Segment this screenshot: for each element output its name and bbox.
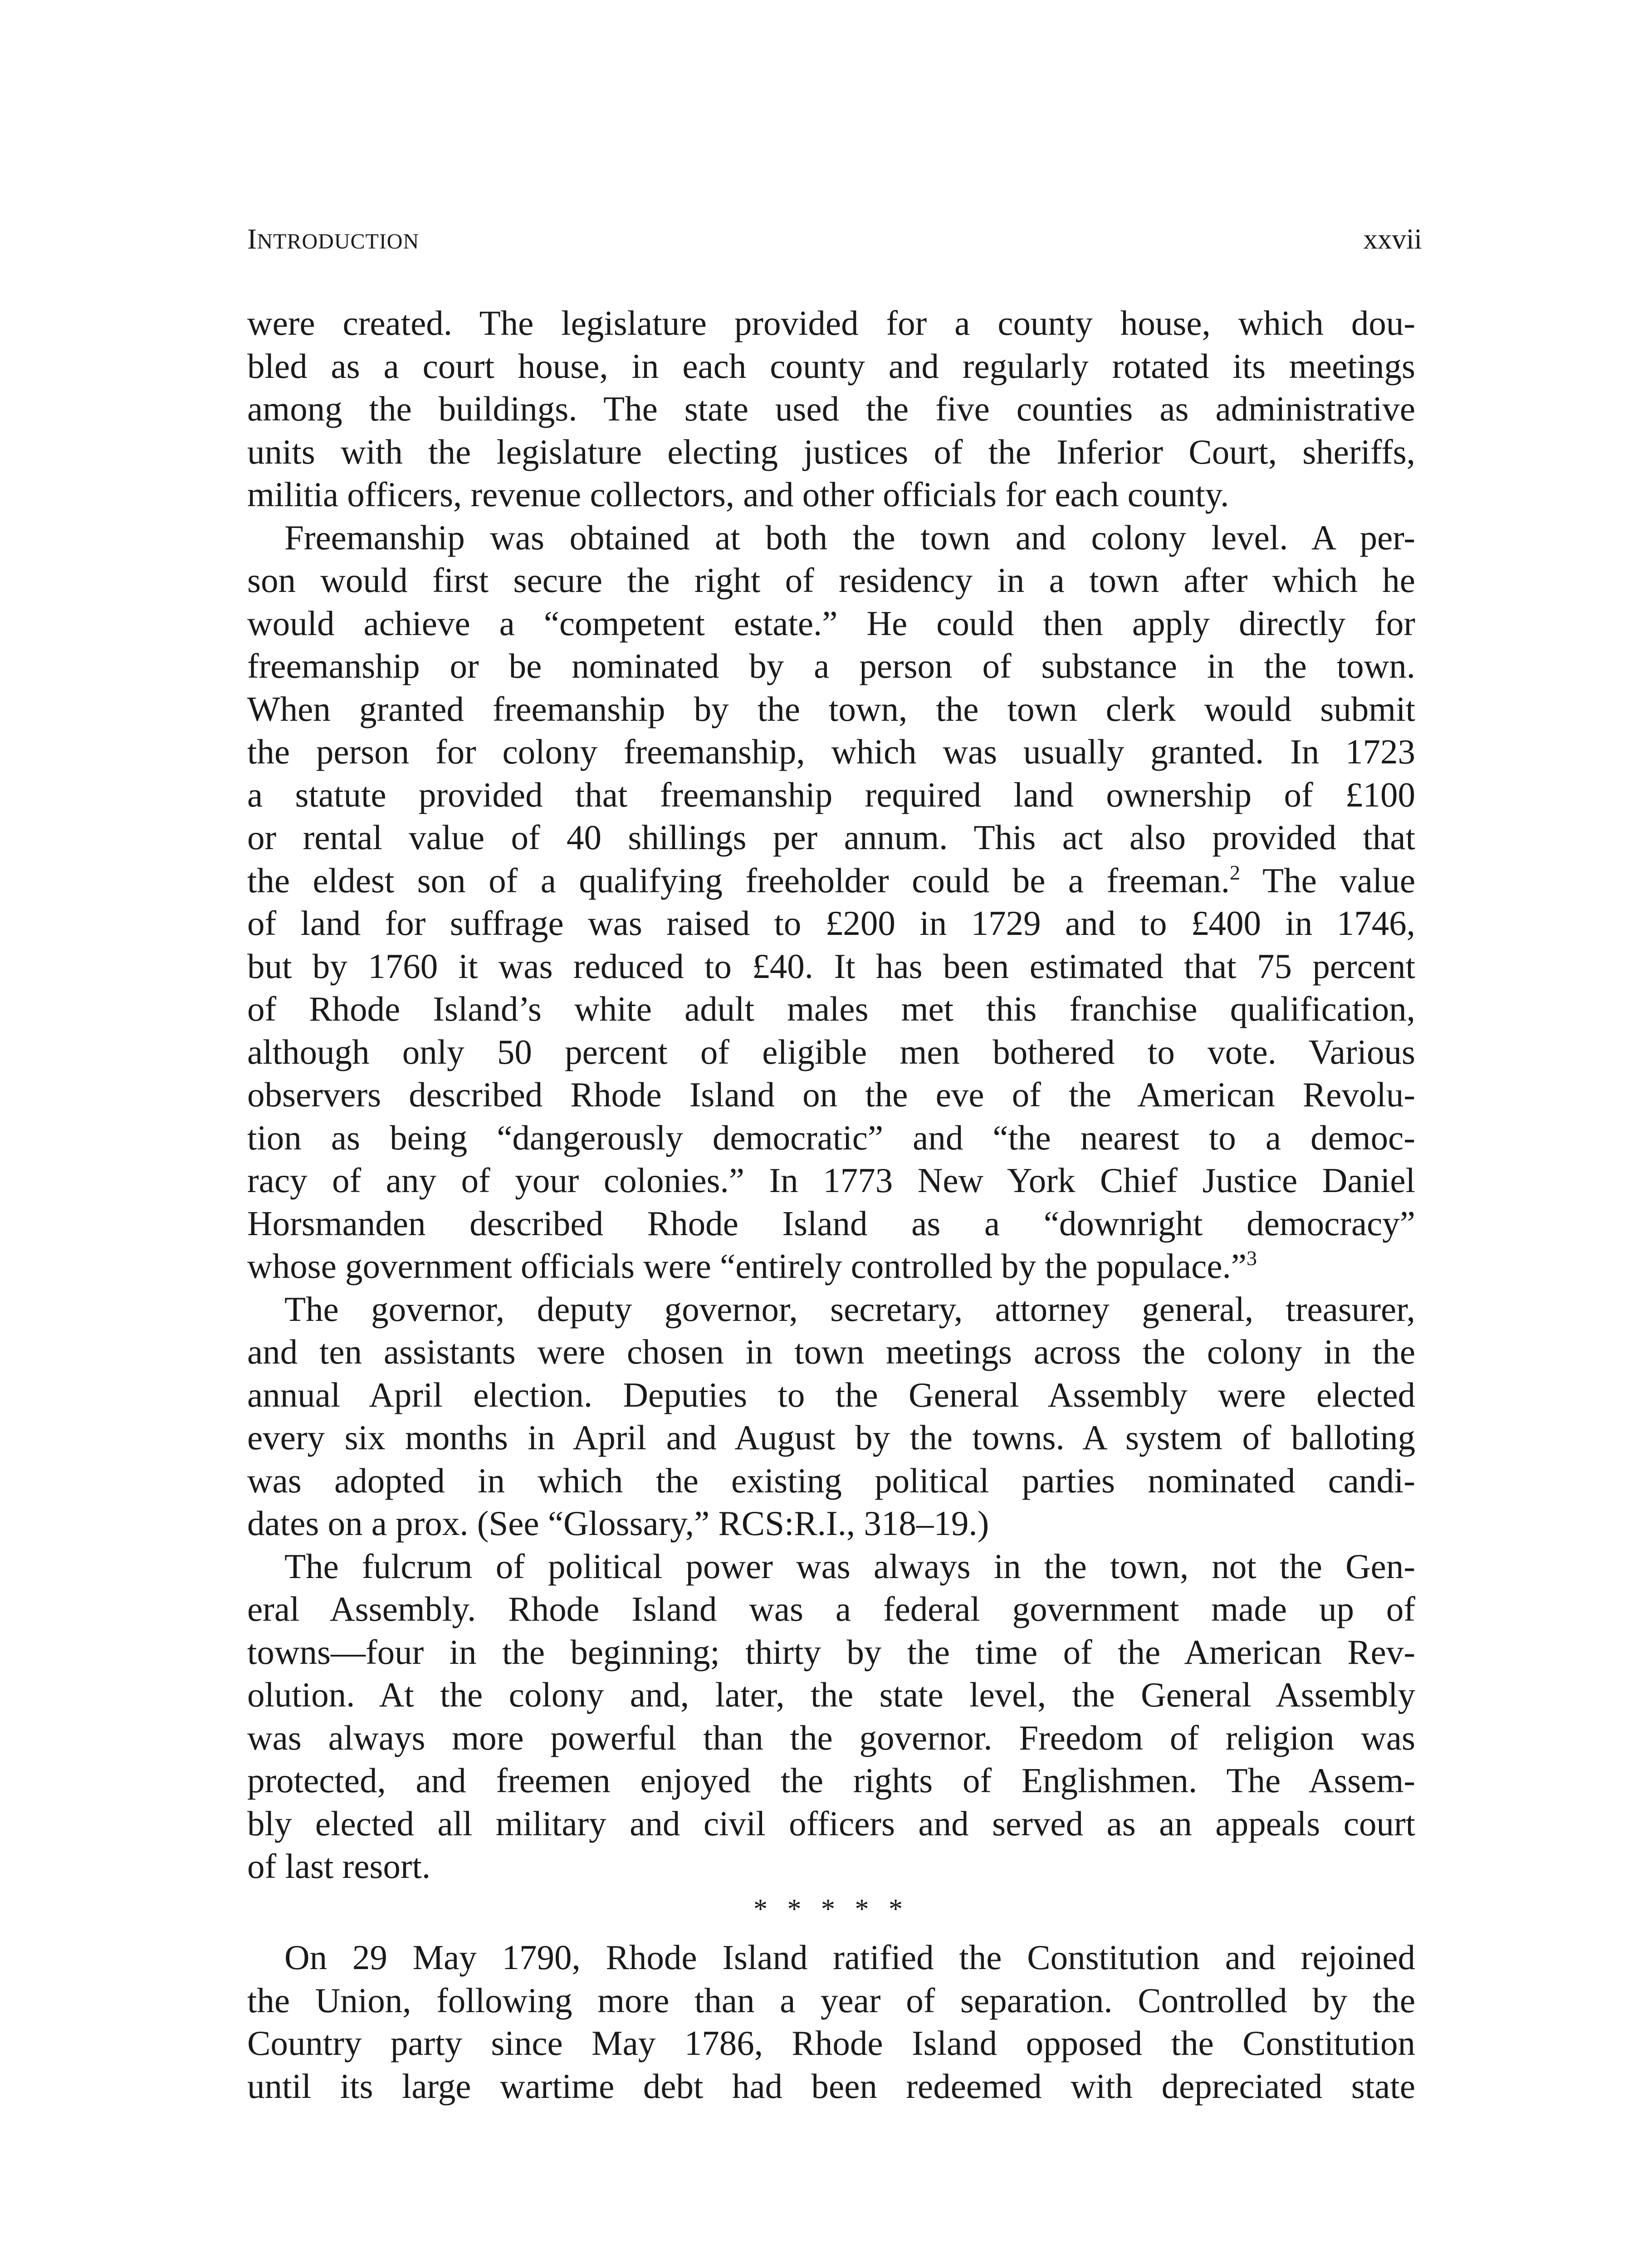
text-line: units with the legislature electing justices of the Inferior Court, sheriffs,: [247, 432, 1415, 471]
text-line: racy of any of your colonies.” In 1773 New York Chief Justice Daniel: [247, 1161, 1415, 1200]
text-line: was always more powerful than the governor. Freedom of religion was: [247, 1718, 1415, 1757]
text-line: until its large wartime debt had been redeemed with depreciated state: [247, 2066, 1415, 2106]
text-line: among the buildings. The state used the five counties as administrative: [247, 389, 1415, 428]
text-line: of land for suffrage was raised to £200 in 1729 and to £400 in 1746,: [247, 904, 1415, 943]
paragraph-2: [247, 516, 1415, 1288]
running-head: [247, 219, 1422, 259]
text-line-with-footnote: [247, 859, 1415, 902]
text-line: although only 50 percent of eligible men bothered to vote. Various: [247, 1032, 1415, 1071]
text-line: olution. At the colony and, later, the state level, the General Assembly: [247, 1675, 1415, 1714]
text-line: a statute provided that freemanship required land ownership of £100: [247, 775, 1415, 814]
text-line: the Union, following more than a year of separation. Controlled by the: [247, 1980, 1415, 2020]
page-number: xxvii: [1363, 223, 1422, 255]
text-line: the person for colony freemanship, which was usually granted. In 1723: [247, 732, 1415, 771]
text-line: was adopted in which the existing political parties nominated candi-: [247, 1461, 1415, 1500]
section-title-smallcaps: NTRODUCTION: [257, 230, 420, 254]
line-text: The value: [1240, 860, 1415, 900]
body-text: [247, 302, 1415, 2107]
text-line: Freemanship was obtained at both the town and colony level. A per-: [284, 518, 1415, 557]
text-line: every six months in April and August by the towns. A system of balloting: [247, 1418, 1415, 1457]
text-line: eral Assembly. Rhode Island was a federal government made up of: [247, 1589, 1415, 1628]
text-line: were created. The legislature provided for a county house, which dou-: [247, 303, 1415, 342]
section-title-initial: I: [247, 223, 257, 255]
text-line: and ten assistants were chosen in town meetings across the colony in the: [247, 1332, 1415, 1371]
text-line: but by 1760 it was reduced to £40. It has been estimated that 75 percent: [247, 946, 1415, 986]
text-line: The governor, deputy governor, secretary, attorney general, treasurer,: [284, 1289, 1415, 1329]
text-line: son would first secure the right of residency in a town after which he: [247, 561, 1415, 600]
text-line: observers described Rhode Island on the eve of the American Revolu-: [247, 1075, 1415, 1114]
text-line: dates on a prox. (See “Glossary,” RCS:R.I., 318–19.): [247, 1504, 989, 1543]
paragraph-3: [247, 1288, 1415, 1545]
line-text: the eldest son of a qualifying freeholder could be a freeman.: [247, 860, 1230, 900]
text-line: The fulcrum of political power was always in the town, not the Gen-: [284, 1546, 1415, 1586]
text-line: bled as a court house, in each county and regularly rotated its meetings: [247, 346, 1415, 386]
text-line: or rental value of 40 shillings per annum. This act also provided that: [247, 818, 1415, 857]
text-line: freemanship or be nominated by a person of substance in the town.: [247, 646, 1415, 685]
text-line: of last resort.: [247, 1847, 431, 1886]
separator-spacer: [247, 1931, 1415, 1936]
text-line: bly elected all military and civil officers and served as an appeals court: [247, 1804, 1415, 1843]
section-separator: * * * * *: [753, 1893, 909, 1925]
paragraph-1: [247, 302, 1415, 516]
line-text: whose government officials were “entirely controlled by the populace.”: [247, 1246, 1247, 1286]
text-line: towns—four in the beginning; thirty by the time of the American Rev-: [247, 1632, 1415, 1672]
text-line: annual April election. Deputies to the General Assembly were elected: [247, 1375, 1415, 1414]
footnote-ref[interactable]: 2: [1229, 860, 1240, 884]
text-line: When granted freemanship by the town, the town clerk would submit: [247, 689, 1415, 728]
text-line: protected, and freemen enjoyed the rights of Englishmen. The Assem-: [247, 1761, 1415, 1800]
text-line: Horsmanden described Rhode Island as a “downright democracy”: [247, 1203, 1415, 1243]
text-line: tion as being “dangerously democratic” and “the nearest to a democ-: [247, 1118, 1415, 1157]
text-line: On 29 May 1790, Rhode Island ratified the Constitution and rejoined: [284, 1938, 1415, 1977]
paragraph-5: [247, 1936, 1415, 2107]
text-line: militia officers, revenue collectors, and other officials for each county.: [247, 475, 1229, 514]
section-title: [247, 219, 419, 262]
text-line: of Rhode Island’s white adult males met this franchise qualification,: [247, 989, 1415, 1028]
text-line-with-footnote: [247, 1245, 1415, 1288]
text-line: would achieve a “competent estate.” He could then apply directly for: [247, 603, 1415, 643]
text-line: Country party since May 1786, Rhode Island opposed the Constitution: [247, 2024, 1415, 2063]
paragraph-4: [247, 1545, 1415, 1888]
footnote-ref[interactable]: 3: [1246, 1246, 1257, 1270]
